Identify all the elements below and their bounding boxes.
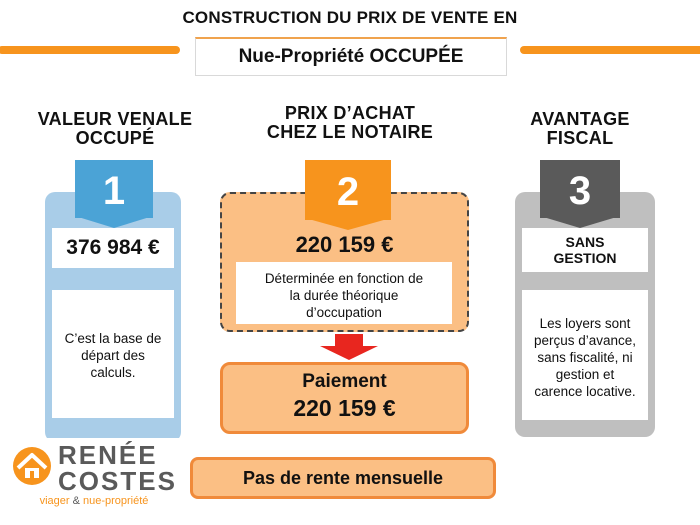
logo-tagline-part1: viager xyxy=(39,495,70,507)
column-3-amount-line1: SANS xyxy=(565,234,605,250)
payment-amount: 220 159 € xyxy=(293,395,396,421)
column-3-heading xyxy=(505,110,655,148)
column-3-description-line: sans fiscalité, ni xyxy=(537,350,633,365)
step-2-badge-notch xyxy=(305,218,391,230)
down-arrow-icon-stem xyxy=(335,334,363,346)
column-3-description-line: Les loyers sont xyxy=(539,316,631,331)
column-2-heading-line1: PRIX D’ACHAT xyxy=(284,103,416,123)
column-3-heading-line1: AVANTAGE xyxy=(530,109,630,129)
step-3-badge: 3 xyxy=(540,160,620,218)
step-2-badge: 2 xyxy=(305,160,391,220)
column-2-description-line: la durée théorique xyxy=(289,288,399,303)
down-arrow-icon xyxy=(320,346,378,360)
step-1-badge-notch xyxy=(75,216,153,228)
column-2-description xyxy=(236,262,452,324)
column-2-amount: 220 159 € xyxy=(295,232,394,257)
decorative-bar-right xyxy=(520,46,700,54)
payment-box xyxy=(220,362,469,434)
column-3-description-line: perçus d’avance, xyxy=(533,333,637,348)
column-1-description-line: calculs. xyxy=(90,365,136,380)
column-2-heading xyxy=(245,104,455,142)
column-3-description-line: carence locative. xyxy=(534,384,636,399)
column-2-description-line: Déterminée en fonction de xyxy=(264,271,424,286)
column-1-description xyxy=(52,290,174,418)
rente-box: Pas de rente mensuelle xyxy=(190,457,496,499)
step-1-badge: 1 xyxy=(75,160,153,218)
logo-tagline-part2: nue-propriété xyxy=(82,495,149,507)
page-title: CONSTRUCTION DU PRIX DE VENTE EN xyxy=(182,8,518,27)
logo xyxy=(8,438,180,510)
column-3-description-line: gestion et xyxy=(555,367,615,382)
column-2-heading-line2: CHEZ LE NOTAIRE xyxy=(266,122,434,142)
column-1-description-line: C’est la base de xyxy=(64,331,162,346)
logo-word2: COSTES xyxy=(58,466,177,496)
column-1-amount-panel xyxy=(52,228,174,268)
column-1-heading-line1: VALEUR VENALE xyxy=(37,109,193,129)
column-3-amount-panel xyxy=(522,228,648,272)
column-1-amount: 376 984 € xyxy=(66,236,160,259)
step-3-badge-notch xyxy=(540,216,620,228)
column-1-heading xyxy=(30,110,200,148)
column-3-heading-line2: FISCAL xyxy=(546,128,614,148)
decorative-bar-left xyxy=(0,46,180,54)
payment-label: Paiement xyxy=(302,371,387,392)
logo-word1: RENÉE xyxy=(58,440,158,470)
column-2-description-line: d’occupation xyxy=(306,305,382,320)
page-subtitle: Nue-Propriété OCCUPÉE xyxy=(195,37,507,76)
logo-tagline xyxy=(8,495,180,507)
column-1-heading-line2: OCCUPÉ xyxy=(75,128,155,148)
column-1-description-line: départ des xyxy=(81,348,145,363)
logo-tagline-amp: & xyxy=(69,495,83,507)
house-icon xyxy=(10,442,54,486)
column-3-description xyxy=(522,290,648,420)
column-3-amount-line2: GESTION xyxy=(553,250,617,266)
